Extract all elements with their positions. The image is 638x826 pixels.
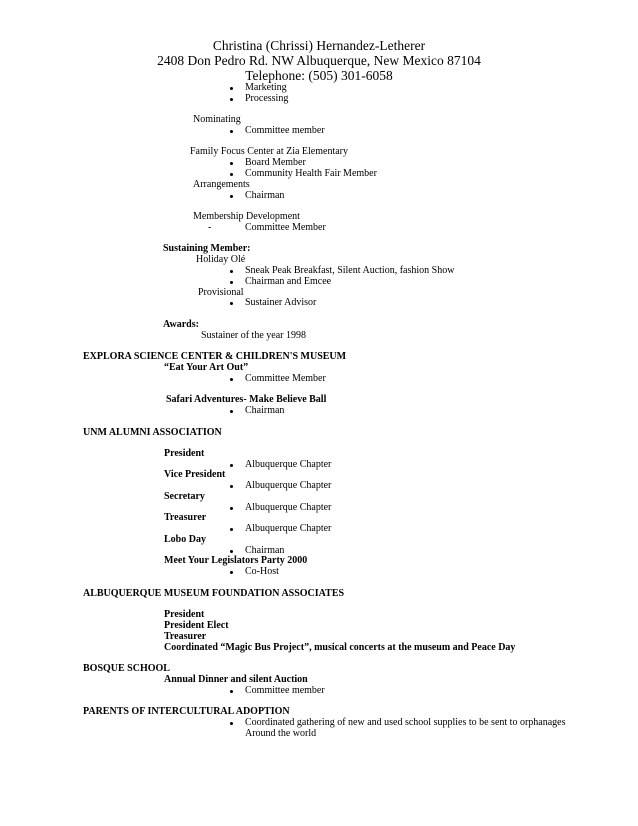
list-item: Co-Host	[245, 566, 279, 577]
list-item: Albuquerque Chapter	[245, 459, 332, 470]
unm-role: Vice President	[164, 469, 226, 480]
abq-museum-item: Treasurer	[164, 631, 207, 642]
bullet-icon	[230, 87, 233, 90]
bullet-icon	[230, 378, 233, 381]
arrangements-label: Arrangements	[193, 179, 250, 190]
bullet-icon	[230, 130, 233, 133]
bullet-icon	[230, 410, 233, 413]
provisional-label: Provisional	[198, 287, 244, 298]
membership-label: Membership Development	[193, 211, 300, 222]
safari-label: Safari Adventures- Make Believe Ball	[166, 394, 327, 405]
family-focus-label: Family Focus Center at Zia Elementary	[190, 146, 349, 157]
list-item: Committee Member	[245, 373, 326, 384]
bullet-icon	[230, 507, 233, 510]
unm-title: UNM ALUMNI ASSOCIATION	[83, 427, 222, 438]
bullet-icon	[230, 302, 233, 305]
unm-role: Secretary	[164, 491, 205, 502]
holiday-label: Holiday Olé	[196, 254, 246, 265]
bullet-icon	[230, 722, 233, 725]
bullet-icon	[230, 281, 233, 284]
list-item: Coordinated gathering of new and used school supplies to be sent to orphanages	[245, 717, 566, 728]
membership-dash: -	[208, 222, 212, 233]
list-item: Board Member	[245, 157, 306, 168]
intercultural-title: PARENTS OF INTERCULTURAL ADOPTION	[83, 706, 290, 717]
list-item-continuation: Around the world	[245, 728, 317, 739]
list-item: Chairman and Emcee	[245, 276, 332, 287]
list-item: Chairman	[245, 405, 285, 416]
bullet-icon	[230, 270, 233, 273]
bullet-icon	[230, 173, 233, 176]
header-telephone: Telephone: (505) 301-6058	[245, 68, 393, 83]
abq-museum-item: President	[164, 609, 205, 620]
list-item: Albuquerque Chapter	[245, 523, 332, 534]
unm-role: Meet Your Legislators Party 2000	[164, 555, 308, 566]
list-item: Sneak Peak Breakfast, Silent Auction, fashion Show	[245, 265, 455, 276]
bullet-icon	[230, 98, 233, 101]
bullet-icon	[230, 464, 233, 467]
list-item: Marketing	[245, 82, 287, 93]
nominating-label: Nominating	[193, 114, 241, 125]
list-item: Processing	[245, 93, 289, 104]
list-item: Committee member	[245, 685, 325, 696]
bullet-icon	[230, 528, 233, 531]
list-item: Albuquerque Chapter	[245, 502, 332, 513]
list-item: Chairman	[245, 190, 285, 201]
unm-role: President	[164, 448, 205, 459]
bullet-icon	[230, 162, 233, 165]
explora-title: EXPLORA SCIENCE CENTER & CHILDREN'S MUSEUM	[83, 351, 347, 362]
list-item: Community Health Fair Member	[245, 168, 377, 179]
abq-museum-item: President Elect	[164, 620, 229, 631]
membership-item: Committee Member	[245, 222, 326, 233]
eat-your-art-label: “Eat Your Art Out”	[164, 362, 249, 373]
bosque-title: BOSQUE SCHOOL	[83, 663, 170, 674]
unm-role: Lobo Day	[164, 534, 206, 545]
list-item: Albuquerque Chapter	[245, 480, 332, 491]
list-item: Committee member	[245, 125, 325, 136]
header-address: 2408 Don Pedro Rd. NW Albuquerque, New Mexico 87104	[157, 53, 481, 68]
bullet-icon	[230, 550, 233, 553]
list-item: Sustainer Advisor	[245, 297, 317, 308]
abq-museum-title: ALBUQUERQUE MUSEUM FOUNDATION ASSOCIATES	[83, 588, 345, 599]
bullet-icon	[230, 195, 233, 198]
bullet-icon	[230, 485, 233, 488]
awards-item: Sustainer of the year 1998	[201, 330, 306, 341]
abq-museum-item: Coordinated “Magic Bus Project”, musical concerts at the museum and Peace Day	[164, 642, 516, 653]
awards-label: Awards:	[163, 319, 199, 330]
header-name: Christina (Chrissi) Hernandez-Letherer	[212, 38, 426, 53]
list-item: Chairman	[245, 545, 285, 556]
bullet-icon	[230, 690, 233, 693]
sustaining-label: Sustaining Member:	[163, 243, 251, 254]
bullet-icon	[230, 571, 233, 574]
bosque-event: Annual Dinner and silent Auction	[164, 674, 308, 685]
unm-role: Treasurer	[164, 512, 207, 523]
